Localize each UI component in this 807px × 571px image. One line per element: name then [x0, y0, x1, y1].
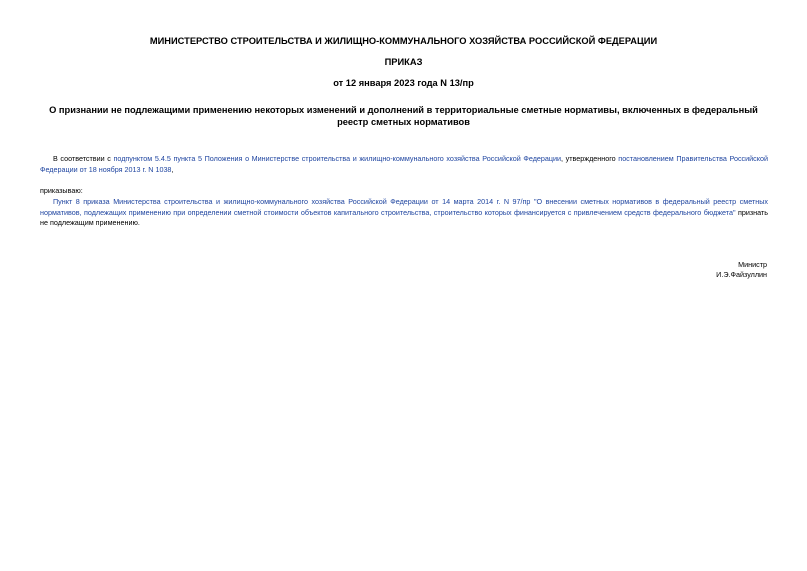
ministry-heading: МИНИСТЕРСТВО СТРОИТЕЛЬСТВА И ЖИЛИЩНО-КОММУНАЛЬНОГО ХОЗЯЙСТВА РОССИЙСКОЙ ФЕДЕРАЦИИ	[149, 36, 658, 46]
regulation-link[interactable]: подпунктом 5.4.5 пункта 5 Положения о Министерстве строительства и жилищно-коммунального хозяйства Российской Федерации	[113, 154, 562, 163]
signature-name: И.Э.Файзуллин	[716, 270, 767, 279]
document-date-number: от 12 января 2023 года N 13/пр	[333, 78, 474, 88]
order-text-1: признать не подлежащим применению.	[40, 207, 768, 227]
order-paragraph	[40, 197, 768, 229]
government-decree-link[interactable]: постановлением Правительства Российской Федерации от 18 ноября 2013 г. N 1038	[40, 154, 768, 174]
preamble-text-3: ,	[171, 164, 174, 174]
order-word: приказываю:	[40, 186, 83, 195]
document-title: О признании не подлежащими применению некоторых изменений и дополнений в территориальные сметные нормативы, включенных в федеральный реестр сметных нормативов	[49, 105, 758, 127]
signature-position: Министр	[738, 260, 767, 269]
preamble-text-2: , утвержденного	[561, 154, 619, 163]
preamble-text-1: В соответствии с	[53, 154, 114, 163]
order-reference-link[interactable]: Пункт 8 приказа Министерства строительства и жилищно-коммунального хозяйства Российской Федерации от 14 марта 2014 г. N 97/пр "О внесении сметных нормативов в федеральный реестр сметных нормативов, подлежащих применению при определении сметной стоимости объектов капитального строительства, строительство которых финансируется с привлечением средств федерального бюджета"	[40, 197, 768, 217]
preamble-paragraph	[40, 154, 768, 175]
document-type: ПРИКАЗ	[384, 57, 423, 67]
